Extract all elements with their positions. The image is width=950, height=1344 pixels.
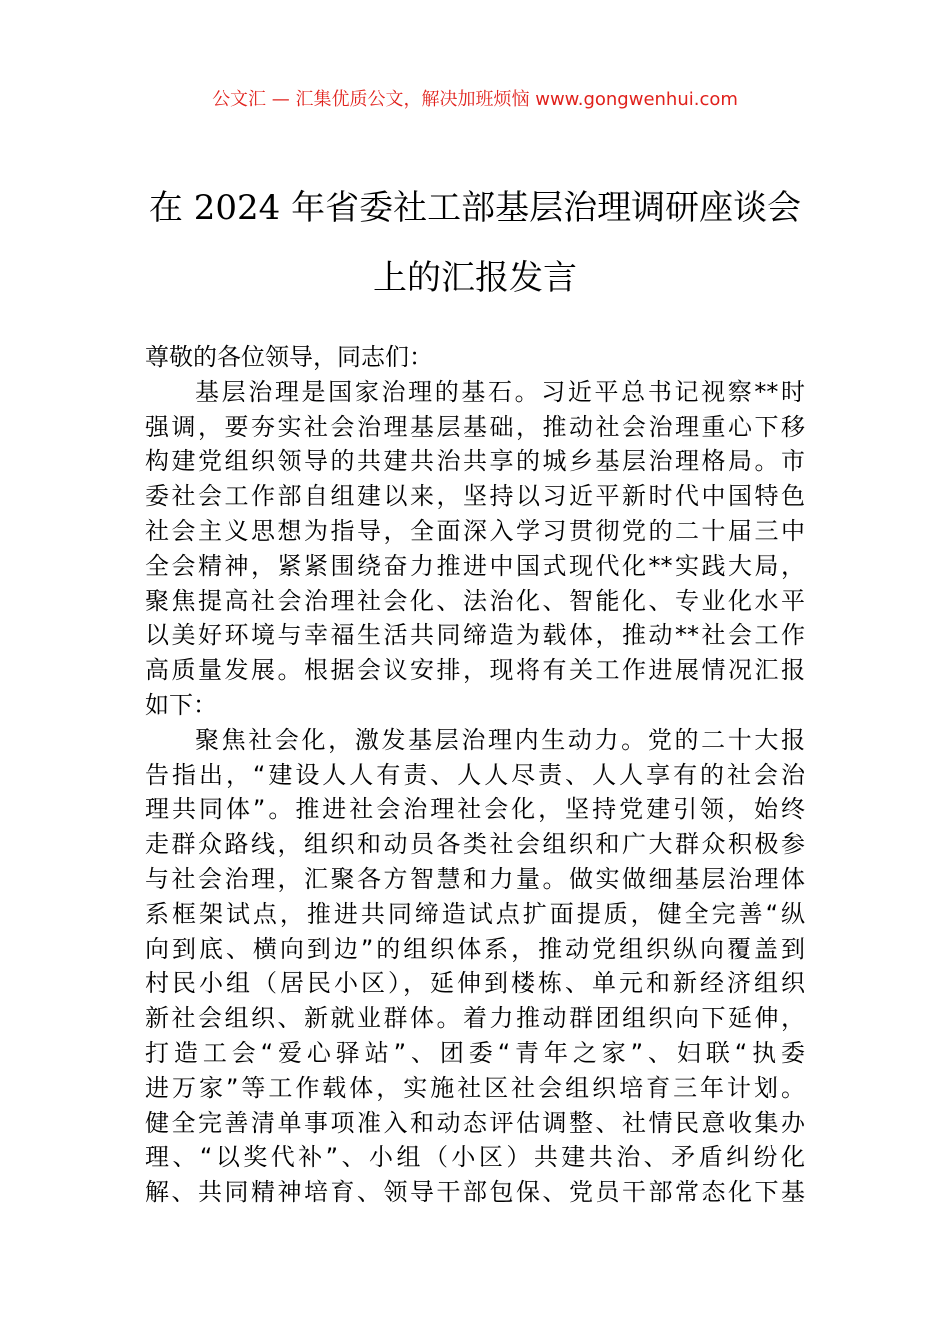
site-watermark-header: 公文汇 — 汇集优质公文，解决加班烦恼 www.gongwenhui.com xyxy=(212,89,738,110)
paragraph-line: 健全完善清单事项准入和动态评估调整、社情民意收集办 xyxy=(145,1108,805,1137)
document-body xyxy=(145,340,805,1210)
paragraph-line: 强调，要夯实社会治理基层基础，推动社会治理重心下移 xyxy=(145,412,805,441)
document-title-line-1: 在 2024 年省委社工部基层治理调研座谈会 xyxy=(148,188,802,228)
paragraph-line: 进万家”等工作载体，实施社区社会组织培育三年计划。 xyxy=(145,1073,805,1102)
paragraph-line: 聚焦社会化，激发基层治理内生动力。党的二十大报 xyxy=(195,725,805,754)
paragraph-line: 系框架试点，推进共同缔造试点扩面提质，健全完善“纵 xyxy=(145,899,805,928)
paragraph xyxy=(145,375,805,723)
paragraph-line: 基层治理是国家治理的基石。习近平总书记视察**时 xyxy=(195,377,805,406)
paragraph-line: 聚焦提高社会治理社会化、法治化、智能化、专业化水平 xyxy=(145,586,805,615)
paragraph-line: 如下： xyxy=(145,690,217,719)
paragraph-line: 以美好环境与幸福生活共同缔造为载体，推动**社会工作 xyxy=(145,621,805,650)
paragraph-line: 理、“以奖代补”、小组（小区）共建共治、矛盾纠纷化 xyxy=(145,1143,805,1172)
paragraph-line: 委社会工作部自组建以来，坚持以习近平新时代中国特色 xyxy=(145,482,805,511)
paragraph-line: 告指出，“建设人人有责、人人尽责、人人享有的社会治 xyxy=(145,760,805,789)
paragraph-line: 全会精神，紧紧围绕奋力推进中国式现代化**实践大局， xyxy=(145,551,805,580)
paragraph-line: 社会主义思想为指导，全面深入学习贯彻党的二十届三中 xyxy=(145,516,805,545)
document-title-line-2: 上的汇报发言 xyxy=(373,258,577,298)
paragraph-line: 高质量发展。根据会议安排，现将有关工作进展情况汇报 xyxy=(145,656,805,685)
paragraph-line: 村民小组（居民小区），延伸到楼栋、单元和新经济组织 xyxy=(145,969,805,998)
greeting: 尊敬的各位领导，同志们： xyxy=(145,343,433,371)
paragraph-line: 新社会组织、新就业群体。着力推动群团组织向下延伸， xyxy=(145,1004,805,1033)
paragraph-line: 向到底、横向到边”的组织体系，推动党组织纵向覆盖到 xyxy=(145,934,805,963)
paragraph-line: 解、共同精神培育、领导干部包保、党员干部常态化下基 xyxy=(145,1178,805,1207)
paragraph xyxy=(145,723,805,1210)
paragraph-line: 打造工会“爱心驿站”、团委“青年之家”、妇联“执委 xyxy=(145,1038,805,1067)
paragraph-line: 理共同体”。推进社会治理社会化，坚持党建引领，始终 xyxy=(145,795,805,824)
paragraph-line: 构建党组织领导的共建共治共享的城乡基层治理格局。市 xyxy=(145,447,805,476)
paragraph-line: 与社会治理，汇聚各方智慧和力量。做实做细基层治理体 xyxy=(145,864,805,893)
paragraph-line: 走群众路线，组织和动员各类社会组织和广大群众积极参 xyxy=(145,830,805,859)
